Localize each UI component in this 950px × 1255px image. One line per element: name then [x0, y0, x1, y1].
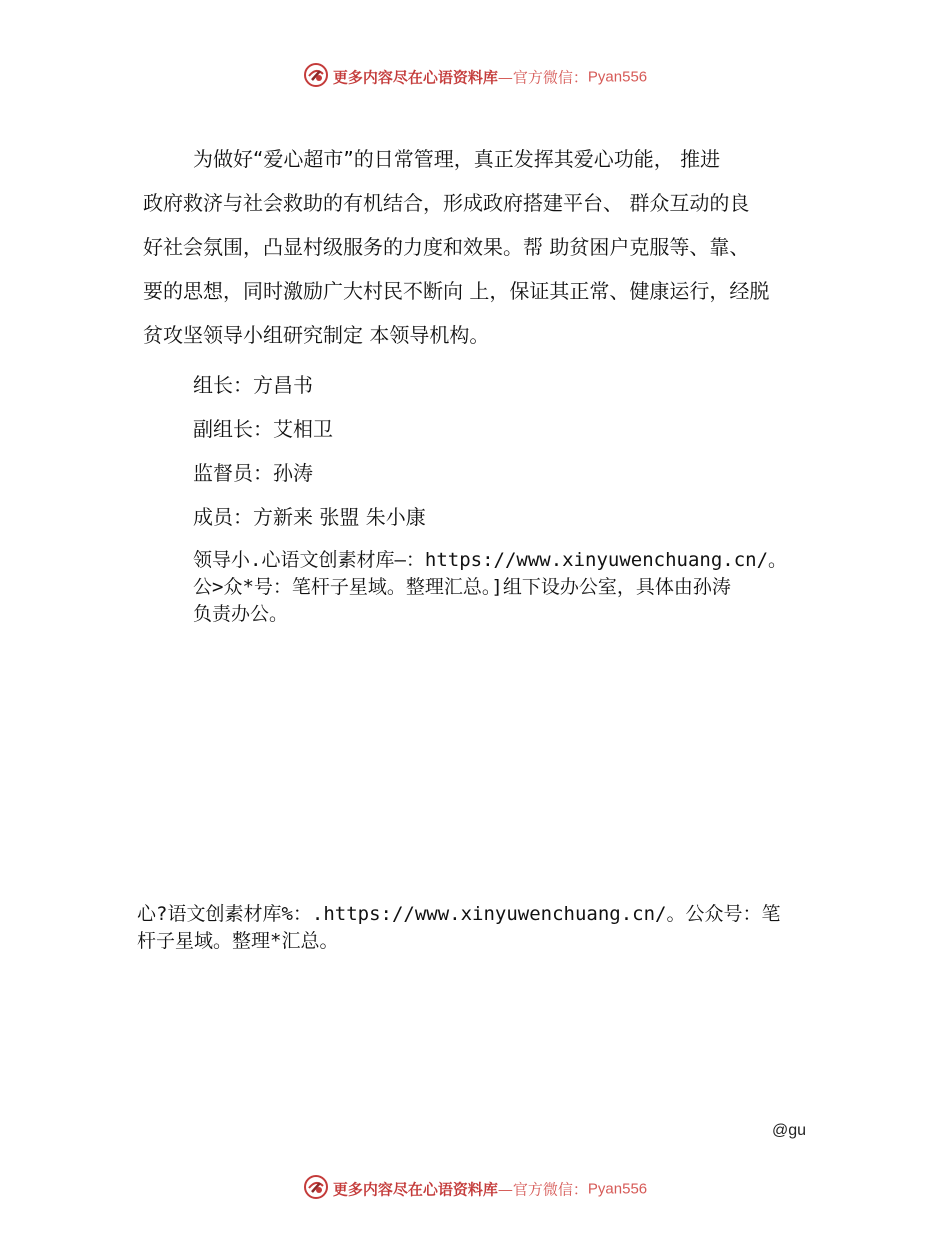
watermark-wechat-label: —官方微信：: [497, 68, 588, 87]
intro-paragraph: [143, 137, 823, 357]
watermark-wechat-id: Pyan556: [587, 68, 648, 86]
watermark-text: 更多内容尽在心语资料库: [332, 1180, 498, 1199]
office-note: [193, 547, 787, 628]
signature: @gu: [772, 1122, 807, 1139]
watermark-wechat-label: —官方微信：: [497, 1180, 588, 1199]
supervisor-line: 监督员：孙涛: [193, 461, 313, 485]
brand-logo-icon: [303, 62, 329, 92]
office-note-line: 领导小.心语文创素材库—：https://www.xinyuwenchuang.cn/。: [193, 549, 788, 571]
intro-line: 政府救济与社会救助的有机结合，形成政府搭建平台、 群众互动的良: [143, 191, 750, 215]
intro-line: 为做好“爱心超市”的日常管理，真正发挥其爱心功能， 推进: [193, 147, 721, 171]
top-watermark-banner: [0, 62, 950, 92]
watermark-text: 更多内容尽在心语资料库: [332, 68, 498, 87]
bottom-watermark-banner: [0, 1174, 950, 1204]
office-note-line: 公>众*号：笔杆子星域。整理汇总。]组下设办公室，具体由孙涛: [193, 576, 731, 598]
brand-logo-icon: [303, 1174, 329, 1204]
intro-line: 好社会氛围，凸显村级服务的力度和效果。帮 助贫困户克服等、靠、: [143, 235, 750, 259]
leader-line: 组长：方昌书: [193, 373, 313, 397]
footer-note-line: 杆子星域。整理*汇总。: [137, 930, 339, 952]
office-note-line: 负责办公。: [193, 603, 289, 625]
footer-note-line: 心?语文创素材库%：.https://www.xinyuwenchuang.cn/。公众号：笔: [137, 903, 781, 925]
watermark-wechat-id: Pyan556: [587, 1180, 648, 1198]
intro-line: 要的思想，同时激励广大村民不断向 上，保证其正常、健康运行，经脱: [143, 279, 770, 303]
deputy-leader-line: 副组长：艾相卫: [193, 417, 333, 441]
members-line: 成员：方新来 张盟 朱小康: [193, 505, 426, 529]
intro-line: 贫攻坚领导小组研究制定 本领导机构。: [143, 323, 490, 347]
footer-note: [137, 901, 781, 955]
